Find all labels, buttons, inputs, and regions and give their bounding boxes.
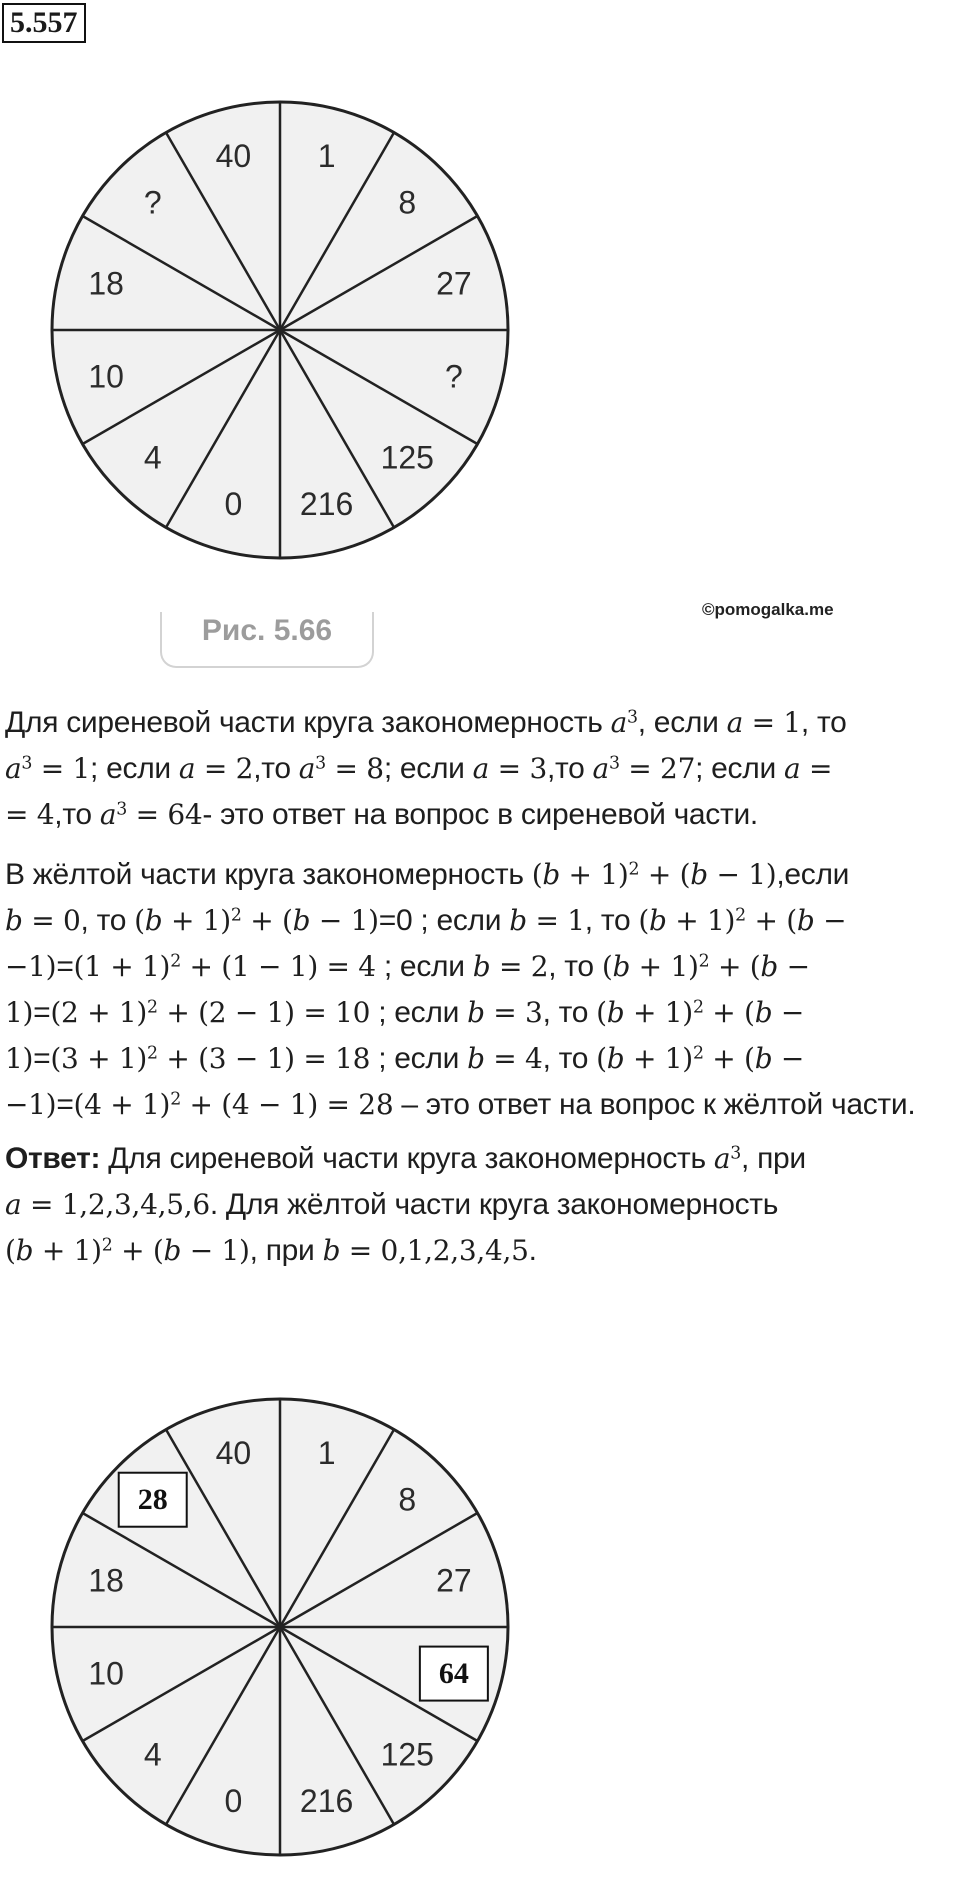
wheel-top-sector-label: 216 [299,485,354,522]
paragraph-answer: Ответ: Для сиреневой части круга закономерность $a^3$, при a = 1,2,3,4,5,6. Для жёлтой части круга закономерность $(b + 1)^2 + (b - 1)$, при b = 0,1,2,3,4,5. [5,1142,806,1267]
wheel-top-sector-label: 125 [380,439,434,476]
answer-label: Ответ: [5,1142,101,1175]
wheel-bottom-sector-label: 10 [88,1655,124,1692]
figure-caption: Рис. 5.66 [160,612,374,668]
wheel-top-sector-label: 27 [436,265,472,302]
wheel-bottom-sector-label: 27 [436,1562,472,1599]
wheel-top-sector-label: 8 [398,184,417,221]
wheel-bottom-sector-label: 8 [398,1481,417,1518]
paragraph-lilac: Для сиреневой части круга закономерность $a^3$, если a = 1, то $a^3 = 1$; если a = 2,то $a^3 = 8$; если a = 3,то $a^3 = 27$; если a = = 4,то $a^3 = 64-$ это ответ на вопрос в сиреневой части. [5,706,847,831]
wheel-top-center [276,326,284,334]
wheel-top-sector-label: 40 [215,138,252,175]
wheel-bottom-sector-label: 28 [137,1483,168,1517]
wheel-figure-top [40,90,520,570]
wheel-bottom-sector-label: 1 [317,1435,336,1472]
paragraph-yellow: В жёлтой части круга закономерность $(b + 1)^2 + (b$ − 1),если b = 0, то $(b + 1)^2 + (b - 1)=0$ ; если b = 1, то $(b + 1)^2 + (b$ − $-1)=(1 + 1)^2 + (1 - 1) = 4$ ; если b = 2, то $(b + 1)^2 + (b$ − $1)=(2 + 1)^2 + (2 - 1) = 10$ ; если b = 3, то $(b + 1)^2 + (b$ − $1)=(3 + 1)^2 + (3 - 1) = 18$ ; если b = 4, то $(b + 1)^2 + (b$ − $-1)=(4 + 1)^2 + (4 - 1) = 28$ – это ответ на вопрос к жёлтой части. [5,858,916,1121]
wheel-bottom-sector-label: 64 [438,1657,469,1691]
wheel-bottom-sector-label: 4 [143,1736,162,1773]
solution-text [5,700,955,1274]
wheel-bottom-sector-label: 0 [224,1782,243,1819]
wheel-top-sector-label: 0 [224,485,243,522]
wheel-top-sector-label: 18 [88,265,124,302]
wheel-top-sector-label: 1 [317,138,336,175]
wheel-top-sector-label: ? [143,184,162,221]
wheel-bottom-center [276,1623,284,1631]
wheel-bottom-sector-label: 216 [299,1782,354,1819]
wheel-figure-answer [40,1387,520,1867]
wheel-bottom-sector-label: 125 [380,1736,434,1773]
wheel-top-sector-label: 10 [88,358,124,395]
wheel-top-sector-label: 4 [143,439,162,476]
problem-number: 5.557 [2,3,86,43]
copyright-text: ©pomogalka.me [702,600,834,619]
wheel-top-sector-label: ? [444,358,463,395]
wheel-bottom-sector-label: 40 [215,1435,252,1472]
wheel-bottom-sector-label: 18 [88,1562,124,1599]
